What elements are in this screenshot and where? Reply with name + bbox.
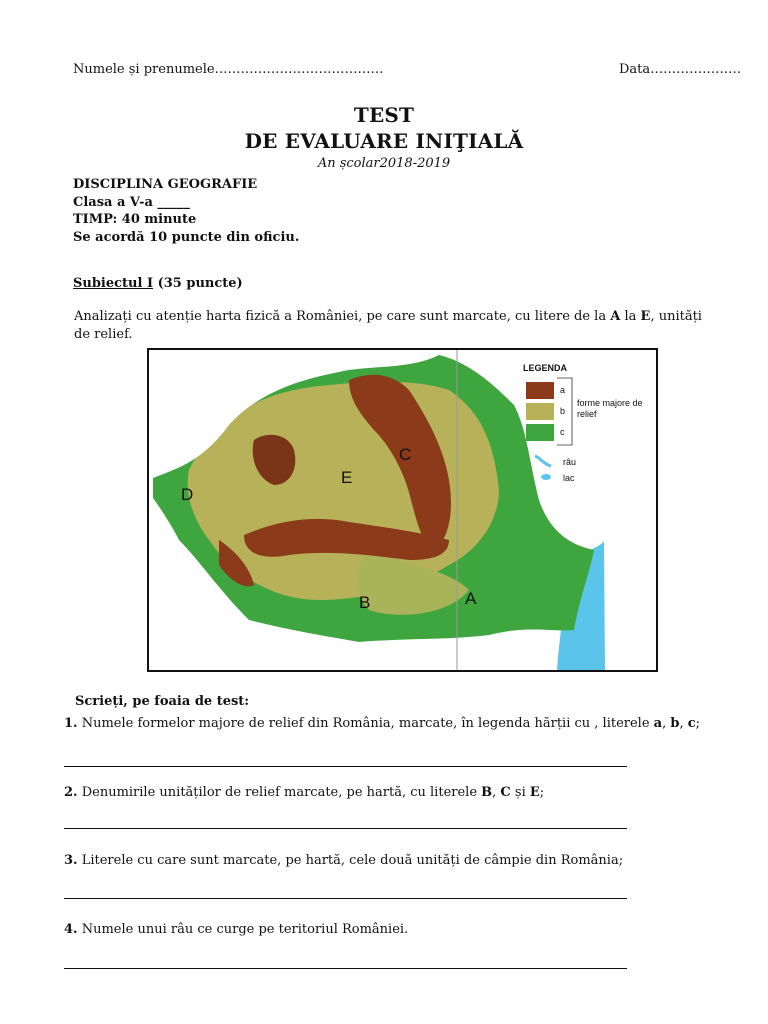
- answer-line-1[interactable]: [64, 766, 627, 767]
- subject-heading: [73, 276, 243, 291]
- intro-text-part: , unități de relief.: [74, 309, 702, 342]
- discipline-label: DISCIPLINA GEOGRAFIE: [73, 177, 258, 192]
- question-text: Literele cu care sunt marcate, pe hartă, cele două unități de câmpie din România;: [77, 853, 624, 868]
- question-separator: ,: [662, 716, 671, 731]
- question-tail: ;: [695, 716, 701, 731]
- intro-text-part: la: [620, 309, 641, 324]
- question-bold: a: [653, 716, 663, 731]
- date-field-label: Data…………………: [619, 62, 742, 77]
- question-bold: C: [500, 785, 511, 800]
- question-3: [64, 853, 623, 868]
- info-block: [73, 176, 299, 246]
- question-4: [64, 922, 408, 937]
- intro-letter-to: E: [640, 309, 651, 324]
- river-symbol-icon: [535, 456, 551, 466]
- intro-letter-from: A: [610, 309, 621, 324]
- time-label: TIMP: 40 minute: [73, 212, 197, 227]
- legend-label-a: a: [560, 385, 566, 395]
- question-text: Numele formelor majore de relief din România, marcate, în legenda hărții cu , literele: [77, 716, 654, 731]
- question-text: Numele unui râu ce curge pe teritoriul României.: [77, 922, 409, 937]
- answer-line-2[interactable]: [64, 828, 627, 829]
- legend-title: LEGENDA: [523, 363, 568, 373]
- name-field-label: Numele și prenumele…………………………………: [73, 62, 384, 77]
- question-bold: b: [670, 716, 680, 731]
- physical-map-romania: [147, 348, 658, 672]
- legend-river-label: râu: [563, 457, 577, 467]
- page-title: TEST: [353, 103, 415, 127]
- intro-text: [74, 308, 714, 344]
- map-letter-a: A: [465, 589, 477, 608]
- bonus-points-label: Se acordă 10 puncte din oficiu.: [73, 229, 300, 245]
- question-number: 2.: [64, 785, 78, 800]
- question-bold: c: [687, 716, 696, 731]
- legend-group-label: relief: [577, 409, 597, 419]
- legend-swatch-b: [526, 403, 554, 420]
- class-label: Clasa a V-a _____: [73, 194, 190, 210]
- question-separator: ,: [492, 785, 501, 800]
- legend-label-c: c: [560, 427, 565, 437]
- page-subtitle: DE EVALUARE INIŢIALĂ: [244, 129, 524, 153]
- school-year: An școlar2018-2019: [317, 156, 451, 171]
- question-bold: B: [481, 785, 493, 800]
- intro-text-part: Analizați cu atenție harta fizică a României, pe care sunt marcate, cu litere de la: [74, 309, 611, 324]
- map-letter-d: D: [181, 485, 194, 504]
- subject-points: (35 puncte): [157, 276, 243, 291]
- question-2: [64, 785, 544, 800]
- questions-heading: Scrieți, pe foaia de test:: [75, 694, 250, 709]
- question-tail: ;: [539, 785, 545, 800]
- map-legend: [523, 363, 643, 483]
- lake-symbol-icon: [541, 474, 551, 480]
- question-number: 4.: [64, 922, 78, 937]
- question-text: Denumirile unităților de relief marcate, pe hartă, cu literele: [77, 785, 482, 800]
- legend-swatch-a: [526, 382, 554, 399]
- legend-label-b: b: [560, 406, 566, 416]
- map-letter-e: E: [341, 468, 353, 487]
- question-1: [64, 716, 700, 731]
- answer-line-3[interactable]: [64, 898, 627, 899]
- subject-name: Subiectul I: [73, 276, 154, 291]
- legend-lake-label: lac: [563, 473, 575, 483]
- question-bold: E: [529, 785, 540, 800]
- map-svg: [149, 350, 656, 670]
- answer-line-4[interactable]: [64, 968, 627, 969]
- legend-group-label: forme majore de: [577, 398, 643, 408]
- map-letter-b: B: [359, 593, 371, 612]
- question-separator: și: [510, 785, 530, 800]
- question-number: 1.: [64, 716, 78, 731]
- question-separator: ,: [679, 716, 688, 731]
- legend-swatch-c: [526, 424, 554, 441]
- question-number: 3.: [64, 853, 78, 868]
- map-letter-c: C: [399, 445, 412, 464]
